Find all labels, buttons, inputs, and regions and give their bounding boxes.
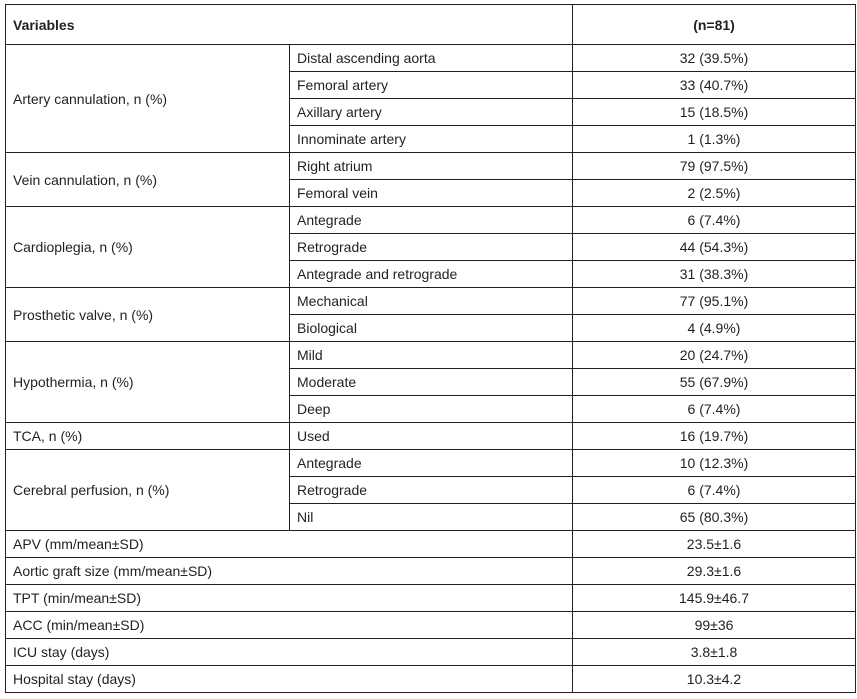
value-cell: 79 (97.5%) <box>573 153 856 180</box>
value-cell: 32 (39.5%) <box>573 45 856 72</box>
subcategory-cell: Retrograde <box>290 477 573 504</box>
value-cell: 4 (4.9%) <box>573 315 856 342</box>
table-row <box>6 207 856 234</box>
value-cell: 65 (80.3%) <box>573 504 856 531</box>
table-row <box>6 450 856 477</box>
table-row <box>6 288 856 315</box>
variable-label: ICU stay (days) <box>6 639 290 666</box>
subcategory-cell: Distal ascending aorta <box>290 45 573 72</box>
value-cell: 6 (7.4%) <box>573 396 856 423</box>
header-row <box>6 5 856 45</box>
table-row <box>6 342 856 369</box>
value-cell: 31 (38.3%) <box>573 261 856 288</box>
value-cell: 55 (67.9%) <box>573 369 856 396</box>
group-label: TCA, n (%) <box>6 423 290 450</box>
table-row <box>6 531 856 558</box>
table-row <box>6 612 856 639</box>
empty-cell <box>290 639 573 666</box>
table-row <box>6 666 856 693</box>
table-row <box>6 639 856 666</box>
variables-table <box>5 4 856 693</box>
subcategory-cell: Axillary artery <box>290 99 573 126</box>
subcategory-cell: Right atrium <box>290 153 573 180</box>
table-body <box>6 45 856 693</box>
table-row <box>6 153 856 180</box>
value-cell: 2 (2.5%) <box>573 180 856 207</box>
value-cell: 10 (12.3%) <box>573 450 856 477</box>
header-n: (n=81) <box>573 5 856 45</box>
value-cell: 77 (95.1%) <box>573 288 856 315</box>
header-variables: Variables <box>6 5 573 45</box>
variable-label: APV (mm/mean±SD) <box>6 531 290 558</box>
value-cell: 44 (54.3%) <box>573 234 856 261</box>
subcategory-cell: Femoral artery <box>290 72 573 99</box>
value-cell: 23.5±1.6 <box>573 531 856 558</box>
subcategory-cell: Biological <box>290 315 573 342</box>
value-cell: 20 (24.7%) <box>573 342 856 369</box>
value-cell: 6 (7.4%) <box>573 477 856 504</box>
empty-cell <box>290 585 573 612</box>
value-cell: 3.8±1.8 <box>573 639 856 666</box>
value-cell: 10.3±4.2 <box>573 666 856 693</box>
subcategory-cell: Antegrade <box>290 450 573 477</box>
empty-cell <box>290 558 573 585</box>
value-cell: 1 (1.3%) <box>573 126 856 153</box>
table-row <box>6 585 856 612</box>
value-cell: 145.9±46.7 <box>573 585 856 612</box>
variable-label: Aortic graft size (mm/mean±SD) <box>6 558 290 585</box>
subcategory-cell: Moderate <box>290 369 573 396</box>
subcategory-cell: Antegrade and retrograde <box>290 261 573 288</box>
group-label: Artery cannulation, n (%) <box>6 45 290 153</box>
value-cell: 15 (18.5%) <box>573 99 856 126</box>
value-cell: 16 (19.7%) <box>573 423 856 450</box>
group-label: Hypothermia, n (%) <box>6 342 290 423</box>
subcategory-cell: Innominate artery <box>290 126 573 153</box>
subcategory-cell: Retrograde <box>290 234 573 261</box>
table-row <box>6 558 856 585</box>
table-row <box>6 45 856 72</box>
subcategory-cell: Used <box>290 423 573 450</box>
variable-label: TPT (min/mean±SD) <box>6 585 290 612</box>
subcategory-cell: Nil <box>290 504 573 531</box>
table-row <box>6 423 856 450</box>
group-label: Cardioplegia, n (%) <box>6 207 290 288</box>
subcategory-cell: Deep <box>290 396 573 423</box>
value-cell: 33 (40.7%) <box>573 72 856 99</box>
value-cell: 6 (7.4%) <box>573 207 856 234</box>
variable-label: Hospital stay (days) <box>6 666 290 693</box>
subcategory-cell: Mechanical <box>290 288 573 315</box>
group-label: Vein cannulation, n (%) <box>6 153 290 207</box>
group-label: Cerebral perfusion, n (%) <box>6 450 290 531</box>
empty-cell <box>290 531 573 558</box>
value-cell: 99±36 <box>573 612 856 639</box>
subcategory-cell: Mild <box>290 342 573 369</box>
subcategory-cell: Femoral vein <box>290 180 573 207</box>
group-label: Prosthetic valve, n (%) <box>6 288 290 342</box>
variable-label: ACC (min/mean±SD) <box>6 612 290 639</box>
subcategory-cell: Antegrade <box>290 207 573 234</box>
empty-cell <box>290 612 573 639</box>
value-cell: 29.3±1.6 <box>573 558 856 585</box>
empty-cell <box>290 666 573 693</box>
